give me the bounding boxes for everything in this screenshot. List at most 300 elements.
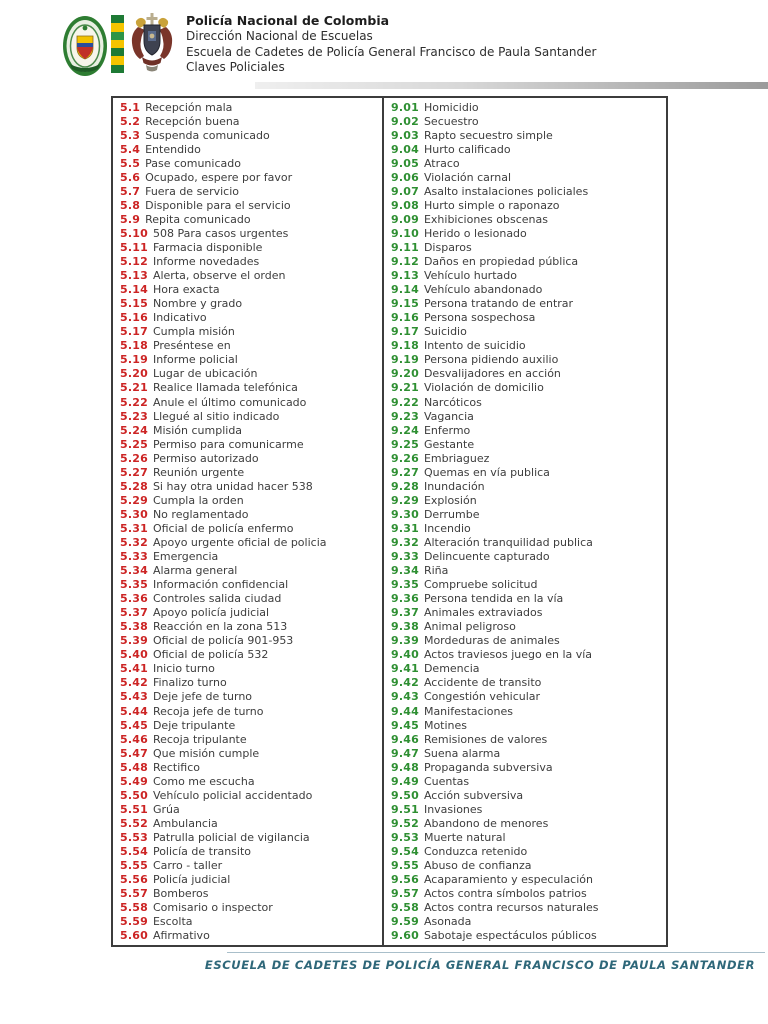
code-label: Abuso de confianza <box>423 859 532 873</box>
code-number: 9.34 <box>391 564 419 578</box>
code-row <box>113 325 382 339</box>
code-number: 5.50 <box>120 788 148 802</box>
code-label: Asonada <box>423 915 472 929</box>
code-label: Manifestaciones <box>423 704 513 718</box>
code-row <box>384 240 666 254</box>
code-label: Farmacia disponible <box>152 240 263 254</box>
code-number: 5.22 <box>120 395 148 409</box>
code-label: Policía de transito <box>152 845 252 858</box>
code-row <box>384 859 666 873</box>
code-row <box>384 550 666 564</box>
code-label: Llegué al sitio indicado <box>152 409 280 423</box>
org-subtitle-2: Escuela de Cadetes de Policía General Francisco de Paula Santander <box>186 44 597 59</box>
code-row <box>113 844 382 858</box>
code-label: Bomberos <box>152 887 209 901</box>
code-number: 5.31 <box>120 521 148 535</box>
code-label: 508 Para casos urgentes <box>152 226 289 240</box>
code-number: 5.6 <box>120 170 141 184</box>
code-label: Afirmativo <box>152 929 210 943</box>
code-number: 9.15 <box>391 297 419 311</box>
code-row <box>113 718 382 732</box>
code-number: 9.17 <box>391 325 419 339</box>
code-number: 5.12 <box>120 255 148 269</box>
code-number: 5.34 <box>120 564 148 578</box>
code-row <box>384 760 666 774</box>
school-coat-of-arms-icon <box>128 9 176 79</box>
code-row <box>384 311 666 325</box>
code-label: Actos traviesos juego en la vía <box>423 648 593 662</box>
code-label: No reglamentado <box>152 507 249 521</box>
green-yellow-stripe-icon <box>111 15 124 73</box>
code-number: 5.29 <box>120 493 148 507</box>
code-row <box>384 156 666 170</box>
code-row <box>113 774 382 788</box>
code-row <box>384 297 666 311</box>
code-row <box>384 606 666 620</box>
code-row <box>113 676 382 690</box>
code-row <box>384 564 666 578</box>
code-row <box>384 283 666 297</box>
code-label: Hurto calificado <box>423 142 511 156</box>
code-label: Recepción mala <box>145 100 233 114</box>
code-number: 9.44 <box>391 704 419 718</box>
code-number: 5.19 <box>120 353 148 367</box>
code-number: 9.10 <box>391 226 419 240</box>
code-row <box>113 606 382 620</box>
code-label: Cuentas <box>423 774 470 788</box>
code-number: 9.36 <box>391 592 419 606</box>
code-label: Anule el último comunicado <box>152 395 307 409</box>
code-row <box>113 142 382 156</box>
code-row <box>384 535 666 549</box>
code-number: 9.25 <box>391 437 419 451</box>
code-row <box>113 521 382 535</box>
code-number: 5.41 <box>120 662 148 676</box>
code-label: Compruebe solicitud <box>423 578 538 592</box>
code-label: Vagancia <box>423 409 474 423</box>
org-title: Policía Nacional de Colombia <box>186 13 390 28</box>
code-label: Patrulla policial de vigilancia <box>152 830 310 844</box>
code-row <box>113 367 382 381</box>
code-row <box>384 409 666 423</box>
code-label: Suspenda comunicado <box>145 128 270 142</box>
code-row <box>113 100 382 114</box>
code-label: Actos contra símbolos patrios <box>423 887 587 901</box>
code-label: Indicativo <box>152 311 207 325</box>
code-row <box>384 620 666 634</box>
code-label: Acción subversiva <box>423 788 524 802</box>
code-number: 5.11 <box>120 240 148 254</box>
code-row <box>113 170 382 184</box>
code-row <box>384 212 666 226</box>
code-number: 9.31 <box>391 521 419 535</box>
code-row <box>113 395 382 409</box>
code-number: 9.18 <box>391 339 419 353</box>
code-row <box>384 114 666 128</box>
code-number: 5.56 <box>120 873 148 887</box>
code-row <box>384 521 666 535</box>
code-number: 9.41 <box>391 662 419 676</box>
code-number: 9.46 <box>391 732 419 746</box>
code-row <box>384 493 666 507</box>
code-number: 5.33 <box>120 550 148 564</box>
code-label: Oficial de policía 532 <box>152 648 269 662</box>
code-label: Oficial de policía enfermo <box>152 521 294 535</box>
org-subtitle-1: Dirección Nacional de Escuelas <box>186 29 373 43</box>
code-label: Permiso autorizado <box>152 451 259 465</box>
code-row <box>384 451 666 465</box>
code-row <box>384 788 666 802</box>
code-label: Invasiones <box>423 802 483 816</box>
code-label: Animales extraviados <box>423 606 543 620</box>
code-label: Policía judicial <box>152 873 231 887</box>
code-label: Informe policial <box>152 353 238 367</box>
code-row <box>384 226 666 240</box>
code-label: Realice llamada telefónica <box>152 381 298 395</box>
code-label: Hora exacta <box>152 283 220 297</box>
code-number: 9.20 <box>391 367 419 381</box>
code-row <box>384 465 666 479</box>
code-label: Accidente de transito <box>423 676 542 690</box>
code-label: Propaganda subversiva <box>423 760 553 774</box>
code-row <box>113 690 382 704</box>
code-number: 9.52 <box>391 816 419 830</box>
code-row <box>384 325 666 339</box>
code-row <box>113 437 382 451</box>
code-number: 9.29 <box>391 493 419 507</box>
code-number: 5.20 <box>120 367 148 381</box>
code-number: 9.12 <box>391 255 419 269</box>
code-row <box>113 634 382 648</box>
code-number: 5.13 <box>120 269 148 283</box>
code-label: Comisario o inspector <box>152 901 273 915</box>
code-row <box>113 451 382 465</box>
code-row <box>113 493 382 507</box>
code-number: 9.04 <box>391 142 419 156</box>
code-number: 5.59 <box>120 915 148 929</box>
code-row <box>113 732 382 746</box>
code-label: Preséntese en <box>152 339 231 353</box>
header-divider-rule <box>255 82 768 89</box>
code-row <box>384 816 666 830</box>
code-number: 9.39 <box>391 634 419 648</box>
code-label: Permiso para comunicarme <box>152 437 304 451</box>
code-label: Persona pidiendo auxilio <box>423 353 559 367</box>
code-row <box>384 844 666 858</box>
code-label: Oficial de policía 901-953 <box>152 634 294 648</box>
code-number: 9.57 <box>391 887 419 901</box>
code-row <box>113 592 382 606</box>
code-number: 5.3 <box>120 128 141 142</box>
code-row <box>384 718 666 732</box>
code-label: Controles salida ciudad <box>152 592 282 606</box>
code-number: 9.37 <box>391 606 419 620</box>
code-row <box>113 353 382 367</box>
code-label: Demencia <box>423 662 480 676</box>
code-number: 9.02 <box>391 114 419 128</box>
code-number: 9.35 <box>391 578 419 592</box>
code-row <box>384 395 666 409</box>
codes-column-9 <box>382 98 666 945</box>
code-label: Misión cumplida <box>152 423 243 437</box>
code-row <box>384 507 666 521</box>
code-label: Quemas en vía publica <box>423 465 550 479</box>
code-row <box>113 255 382 269</box>
code-number: 9.48 <box>391 760 419 774</box>
code-label: Que misión cumple <box>152 746 260 760</box>
code-row <box>384 198 666 212</box>
code-label: Vehículo policial accidentado <box>152 788 313 802</box>
code-label: Persona tendida en la vía <box>423 592 564 606</box>
code-label: Lugar de ubicación <box>152 367 258 381</box>
code-number: 9.26 <box>391 451 419 465</box>
code-row <box>113 662 382 676</box>
code-number: 9.45 <box>391 718 419 732</box>
code-number: 5.48 <box>120 760 148 774</box>
code-number: 5.14 <box>120 283 148 297</box>
code-row <box>113 873 382 887</box>
footer-divider-rule <box>227 952 765 953</box>
code-label: Alteración tranquilidad publica <box>423 535 593 549</box>
code-number: 9.55 <box>391 859 419 873</box>
code-number: 9.09 <box>391 212 419 226</box>
code-row <box>384 648 666 662</box>
code-number: 9.19 <box>391 353 419 367</box>
code-number: 9.43 <box>391 690 419 704</box>
code-row <box>113 156 382 170</box>
code-number: 9.28 <box>391 479 419 493</box>
code-label: Persona sospechosa <box>423 311 536 325</box>
code-number: 5.35 <box>120 578 148 592</box>
code-row <box>113 887 382 901</box>
code-row <box>384 170 666 184</box>
code-label: Inundación <box>423 479 485 493</box>
code-label: Homicidio <box>423 100 479 114</box>
code-row <box>113 128 382 142</box>
code-number: 5.38 <box>120 620 148 634</box>
code-label: Entendido <box>145 142 201 156</box>
code-number: 5.28 <box>120 479 148 493</box>
code-row <box>384 423 666 437</box>
code-row <box>384 592 666 606</box>
code-row <box>113 859 382 873</box>
code-label: Violación carnal <box>423 170 512 184</box>
code-number: 5.39 <box>120 634 148 648</box>
code-number: 5.37 <box>120 606 148 620</box>
code-row <box>113 830 382 844</box>
code-number: 9.11 <box>391 240 419 254</box>
code-row <box>384 381 666 395</box>
code-row <box>113 901 382 915</box>
code-row <box>384 578 666 592</box>
code-row <box>384 128 666 142</box>
code-row <box>384 774 666 788</box>
code-label: Exhibiciones obscenas <box>423 212 548 226</box>
code-number: 5.57 <box>120 887 148 901</box>
code-label: Apoyo urgente oficial de policia <box>152 535 327 549</box>
code-number: 5.9 <box>120 212 141 226</box>
code-number: 9.08 <box>391 198 419 212</box>
code-label: Deje tripulante <box>152 718 236 732</box>
code-label: Disparos <box>423 240 472 254</box>
code-label: Enfermo <box>423 423 471 437</box>
code-label: Derrumbe <box>423 507 480 521</box>
code-row <box>113 620 382 634</box>
police-codes-table <box>111 96 668 947</box>
code-number: 5.7 <box>120 184 141 198</box>
code-number: 9.30 <box>391 507 419 521</box>
code-row <box>384 269 666 283</box>
code-label: Nombre y grado <box>152 297 243 311</box>
code-row <box>384 915 666 929</box>
code-number: 5.44 <box>120 704 148 718</box>
code-label: Apoyo policía judicial <box>152 606 270 620</box>
code-number: 5.53 <box>120 830 148 844</box>
code-label: Incendio <box>423 521 471 535</box>
code-number: 5.46 <box>120 732 148 746</box>
code-number: 9.60 <box>391 929 419 943</box>
code-label: Reunión urgente <box>152 465 245 479</box>
code-number: 9.38 <box>391 620 419 634</box>
code-number: 9.16 <box>391 311 419 325</box>
code-number: 5.25 <box>120 437 148 451</box>
code-number: 5.42 <box>120 676 148 690</box>
code-label: Grúa <box>152 802 180 816</box>
code-label: Conduzca retenido <box>423 845 528 858</box>
code-row <box>384 887 666 901</box>
codes-column-5 <box>113 98 382 945</box>
code-row <box>384 873 666 887</box>
code-number: 9.51 <box>391 802 419 816</box>
code-label: Finalizo turno <box>152 676 227 690</box>
code-row <box>113 915 382 929</box>
code-number: 9.50 <box>391 788 419 802</box>
code-row <box>113 283 382 297</box>
code-label: Cumpla la orden <box>152 493 244 507</box>
code-label: Información confidencial <box>152 578 289 592</box>
code-number: 9.24 <box>391 423 419 437</box>
code-number: 5.2 <box>120 114 141 128</box>
code-label: Persona tratando de entrar <box>423 297 574 311</box>
code-label: Deje jefe de turno <box>152 690 253 704</box>
code-number: 5.32 <box>120 535 148 549</box>
code-label: Secuestro <box>423 114 479 128</box>
code-row <box>113 339 382 353</box>
code-label: Escolta <box>152 915 193 929</box>
code-label: Recoja jefe de turno <box>152 704 264 718</box>
code-number: 5.58 <box>120 901 148 915</box>
code-label: Como me escucha <box>152 774 255 788</box>
code-number: 5.45 <box>120 718 148 732</box>
code-row <box>113 226 382 240</box>
code-label: Rapto secuestro simple <box>423 128 553 142</box>
code-row <box>113 381 382 395</box>
code-row <box>113 816 382 830</box>
code-number: 5.1 <box>120 100 141 114</box>
code-number: 9.03 <box>391 128 419 142</box>
code-label: Suena alarma <box>423 746 501 760</box>
code-number: 5.54 <box>120 845 148 858</box>
header-logos <box>62 8 176 80</box>
code-row <box>113 802 382 816</box>
code-number: 9.59 <box>391 915 419 929</box>
code-number: 5.21 <box>120 381 148 395</box>
code-label: Vehículo hurtado <box>423 269 517 283</box>
code-number: 9.22 <box>391 395 419 409</box>
code-row <box>113 423 382 437</box>
code-row <box>384 929 666 943</box>
code-number: 9.54 <box>391 845 419 858</box>
code-label: Alerta, observe el orden <box>152 269 286 283</box>
code-number: 5.52 <box>120 816 148 830</box>
code-row <box>113 465 382 479</box>
code-number: 5.24 <box>120 423 148 437</box>
code-label: Alarma general <box>152 564 238 578</box>
code-label: Asalto instalaciones policiales <box>423 184 589 198</box>
code-label: Informe novedades <box>152 255 260 269</box>
code-number: 5.51 <box>120 802 148 816</box>
code-label: Explosión <box>423 493 477 507</box>
code-number: 9.13 <box>391 269 419 283</box>
code-number: 9.23 <box>391 409 419 423</box>
code-row <box>384 479 666 493</box>
code-number: 5.26 <box>120 451 148 465</box>
code-row <box>113 648 382 662</box>
code-number: 5.23 <box>120 409 148 423</box>
code-number: 5.18 <box>120 339 148 353</box>
code-row <box>113 311 382 325</box>
code-number: 5.4 <box>120 142 141 156</box>
code-row <box>113 212 382 226</box>
code-number: 9.07 <box>391 184 419 198</box>
code-number: 5.43 <box>120 690 148 704</box>
code-row <box>384 746 666 760</box>
code-number: 5.36 <box>120 592 148 606</box>
code-number: 9.42 <box>391 676 419 690</box>
code-label: Reacción en la zona 513 <box>152 620 288 634</box>
code-number: 5.30 <box>120 507 148 521</box>
code-row <box>113 114 382 128</box>
code-number: 5.40 <box>120 648 148 662</box>
code-label: Delincuente capturado <box>423 550 550 564</box>
code-number: 9.05 <box>391 156 419 170</box>
code-label: Repita comunicado <box>145 212 251 226</box>
code-row <box>384 901 666 915</box>
code-row <box>113 578 382 592</box>
code-row <box>113 297 382 311</box>
code-row <box>384 634 666 648</box>
code-number: 9.21 <box>391 381 419 395</box>
document-header <box>186 13 596 76</box>
code-number: 5.17 <box>120 325 148 339</box>
code-row <box>113 564 382 578</box>
code-number: 5.10 <box>120 226 148 240</box>
code-label: Sabotaje espectáculos públicos <box>423 929 597 943</box>
code-label: Muerte natural <box>423 830 506 844</box>
code-label: Recoja tripulante <box>152 732 247 746</box>
code-label: Suicidio <box>423 325 467 339</box>
code-row <box>384 690 666 704</box>
code-number: 9.40 <box>391 648 419 662</box>
code-label: Animal peligroso <box>423 620 516 634</box>
code-label: Inicio turno <box>152 662 215 676</box>
code-number: 5.8 <box>120 198 141 212</box>
code-number: 5.15 <box>120 297 148 311</box>
code-label: Herido o lesionado <box>423 226 527 240</box>
code-row <box>113 929 382 943</box>
code-label: Acaparamiento y especulación <box>423 873 593 887</box>
code-row <box>384 830 666 844</box>
